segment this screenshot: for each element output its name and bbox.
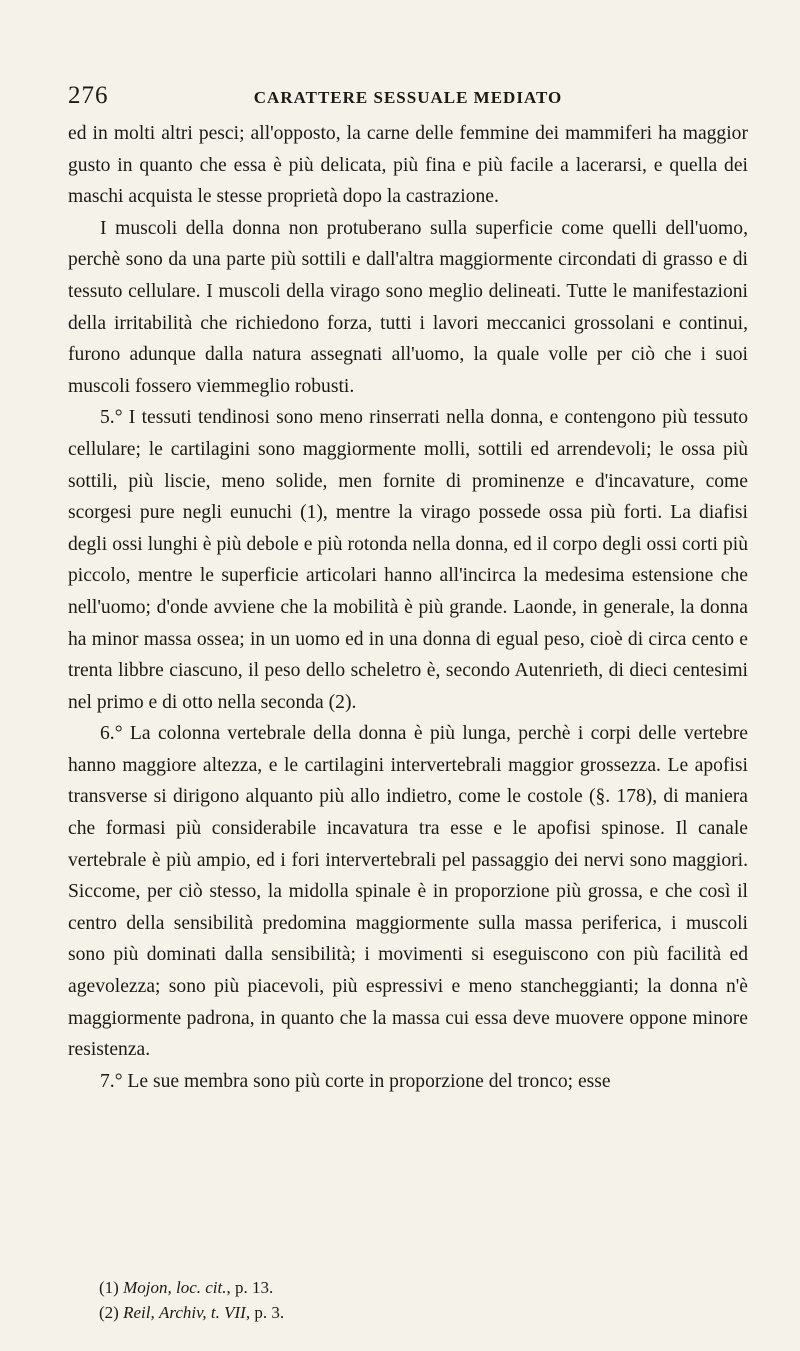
footnote-2	[99, 1300, 739, 1325]
paragraph-continuation: ed in molti altri pesci; all'opposto, la carne delle femmine dei mammiferi ha maggior gusto in quanto che essa è più delicata, più fina e più facile a lacerarsi, e quella dei maschi acquista le stesse proprietà dopo la castrazione.	[68, 123, 748, 208]
paragraph-6-spine: 6.° La colonna vertebrale della donna è più lunga, perchè i corpi delle vertebre hanno maggiore altezza, e le cartilagini intervertebrali maggior grossezza. Le apofisi transverse si dirigono alquanto più allo indietro, come le costole (§. 178), di maniera che formasi più considerabile incavatura tra esse e le apofisi spinose. Il canale vertebrale è più ampio, ed i fori intervertebrali pel passaggio dei nervi sono maggiori. Siccome, per ciò stesso, la midolla spinale è in proporzione più grossa, e che così il centro della sensibilità predomina maggiormente sulla massa periferica, i muscoli sono più dominati dalla sensibilità; i movimenti si eseguiscono con più facilità ed agevolezza; sono più piacevoli, più espressivi e meno stancheggianti; la donna n'è maggiormente padrona, in quanto che la massa cui essa deve muovere oppone minore resistenza.	[68, 723, 748, 1061]
footnote-reference: Archiv, t. VII,	[158, 1303, 251, 1322]
footnote-page: , p. 13.	[226, 1278, 274, 1297]
footnotes	[99, 1275, 739, 1325]
page-number: 276	[68, 82, 109, 109]
footnote-author: Mojon,	[123, 1278, 172, 1297]
footnote-page: p. 3.	[250, 1303, 285, 1322]
footnote-author: Reil,	[123, 1303, 155, 1322]
running-title: CARATTERE SESSUALE MEDIATO	[253, 88, 563, 107]
page-header	[68, 82, 748, 118]
footnote-mark: (1)	[99, 1278, 119, 1297]
footnote-mark: (2)	[99, 1303, 119, 1322]
paragraph-muscles: I muscoli della donna non protuberano sulla superficie come quelli dell'uomo, perchè sono da una parte più sottili e dall'altra maggiormente circondati di grasso e di tessuto cellulare. I muscoli della virago sono meglio delineati. Tutte le manifestazioni della irritabilità che richiedono forza, tutti i lavori meccanici grossolani e continui, furono adunque dalla natura assegnati all'uomo, la quale volle per ciò che i suoi muscoli fossero viemmeglio robusti.	[68, 217, 748, 397]
footnote-1	[99, 1275, 739, 1300]
footnote-reference: loc. cit.	[175, 1278, 227, 1297]
body-text	[68, 118, 748, 1097]
paragraph-7-limbs: 7.° Le sue membra sono più corte in proporzione del tronco; esse	[100, 1070, 611, 1092]
paragraph-5-tissues-bones: 5.° I tessuti tendinosi sono meno rinserrati nella donna, e contengono più tessuto cellulare; le cartilagini sono maggiormente molli, sottili ed arrendevoli; le ossa più sottili, più liscie, meno solide, men fornite di prominenze e d'incavature, come scorgesi pure negli eunuchi (1), mentre la virago possede ossa più forti. La diafisi degli ossi lunghi è più debole e più rotonda nella donna, ed il corpo degli ossi corti più piccolo, mentre le superficie articolari hanno all'incirca la medesima estensione che nell'uomo; d'onde avviene che la mobilità è più grande. Laonde, in generale, la donna ha minor massa ossea; in un uomo ed in una donna di egual peso, cioè di circa cento e trenta libbre ciascuno, il peso dello scheletro è, secondo Autenrieth, di dieci centesimi nel primo e di otto nella seconda (2).	[68, 407, 748, 713]
